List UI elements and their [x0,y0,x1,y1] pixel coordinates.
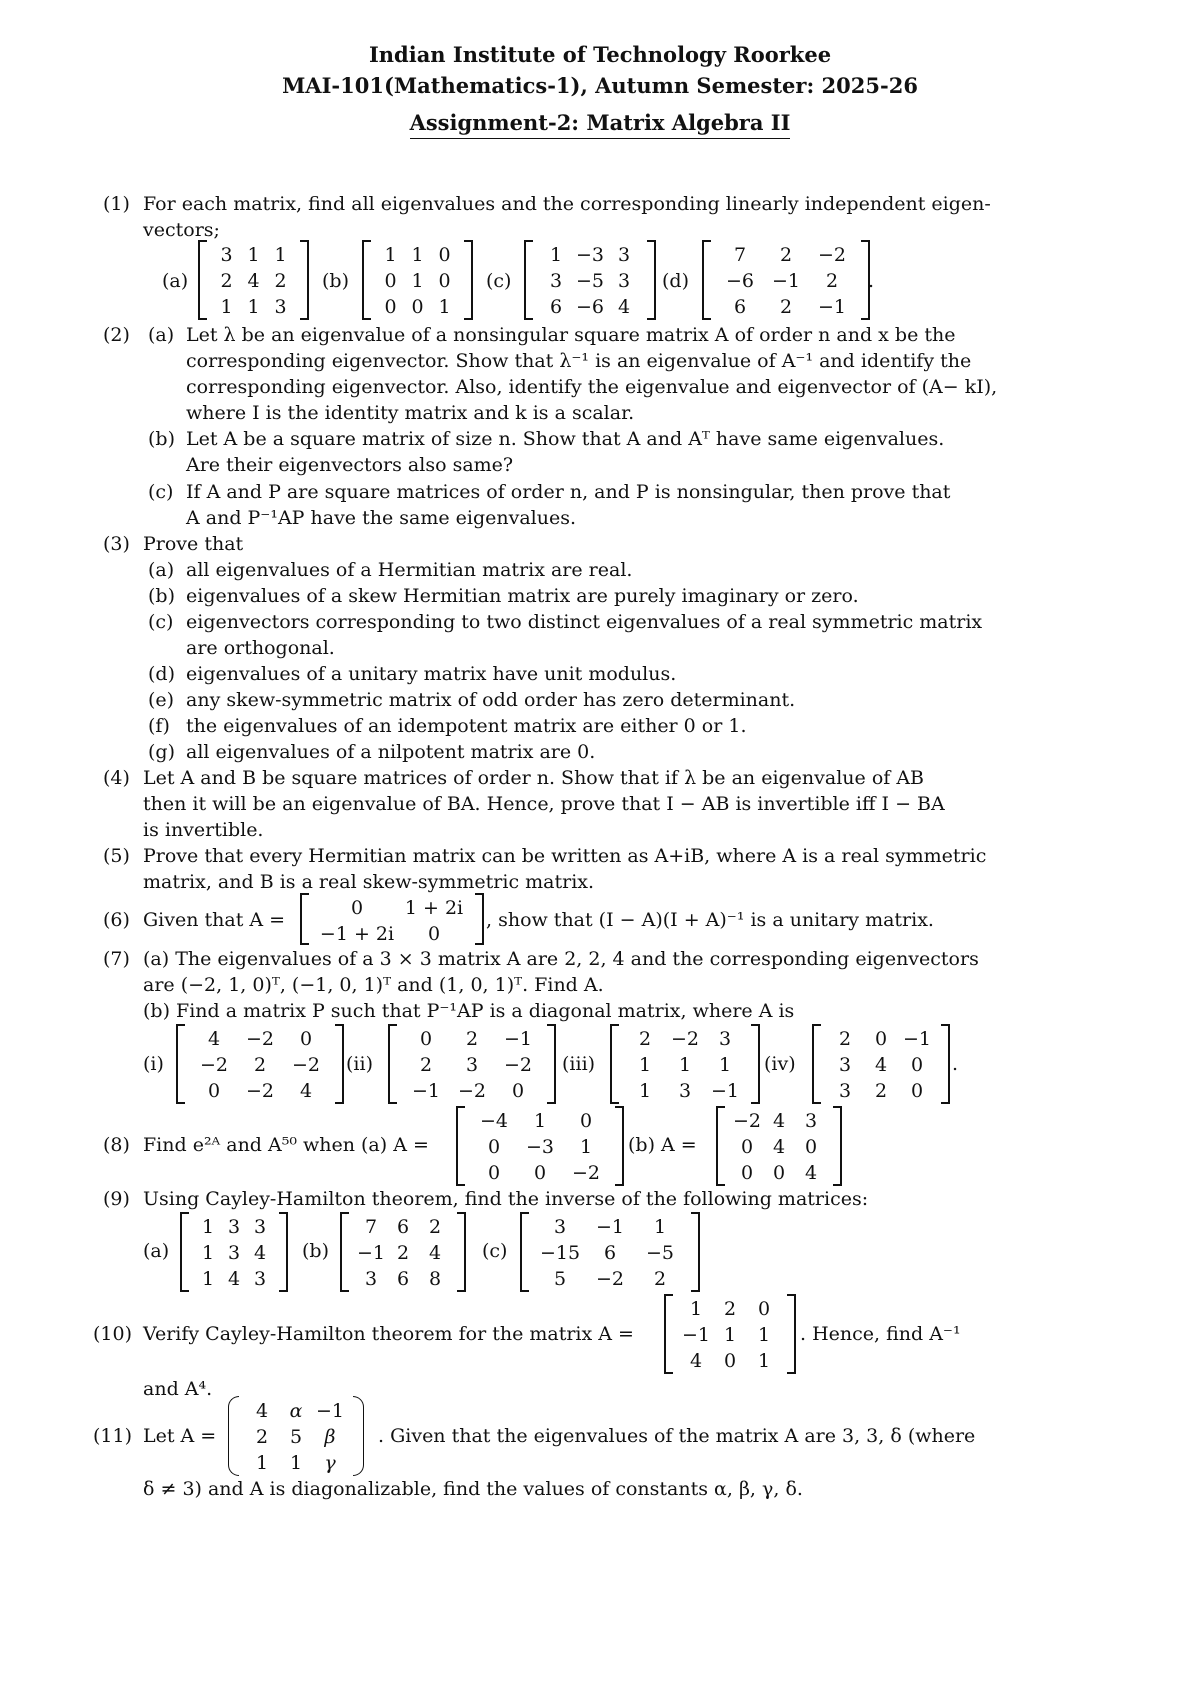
cell: 6 [603,1242,617,1264]
q10-matrix [664,1294,796,1374]
cell: −1 [595,1216,624,1238]
cell: 3 [718,1028,732,1050]
q2-label-a: (a) [148,324,175,346]
q3-item-text: are orthogonal. [186,637,335,659]
q3-item-text: eigenvectors corresponding to two distinct eigenvalues of a real symmetric matrix [186,611,983,633]
cell: 1 [579,1136,593,1158]
cell: −3 [575,244,604,266]
cell: 1 [255,1452,269,1474]
q3-item-label: (c) [148,611,174,633]
q9-label-a: (a) [143,1240,170,1262]
cell: 1 [247,244,260,266]
cell: −2 [595,1268,624,1290]
cell: 0 [207,1080,221,1102]
cell: 0 [533,1162,547,1184]
q7a-line-2: are (−2, 1, 0)ᵀ, (−1, 0, 1)ᵀ and (1, 0, 1)ᵀ. Find A. [143,974,604,996]
cell: 5 [553,1268,567,1290]
q7-matrix-ii [388,1024,556,1104]
q1-label-a: (a) [162,270,189,292]
q11-post: . Given that the eigenvalues of the matrix A are 3, 3, δ (where [378,1425,976,1447]
cell: 1 [220,296,233,318]
q1-label-c: (c) [486,270,512,292]
course-title: MAI-101(Mathematics-1), Autumn Semester: 2025-26 [282,73,918,98]
cell: 3 [549,270,563,292]
q11-matrix [228,1396,364,1476]
cell: 2 [779,244,793,266]
cell: 2 [255,1426,269,1448]
q8-pre: Find e²ᴬ and A⁵⁰ when (a) A = [143,1134,429,1156]
cell: −2 [245,1028,274,1050]
q6-number: (6) [103,909,130,931]
q2-number: (2) [103,324,130,346]
cell: β [324,1426,336,1448]
cell: 7 [364,1216,378,1238]
q10-tail: and A⁴. [143,1378,213,1400]
cell: −1 [710,1080,739,1102]
cell: −1 [817,296,846,318]
cell: 1 [549,244,563,266]
cell: 1 + 2i [404,897,464,919]
cell: −2 [817,244,846,266]
q1-matrix-d [702,240,870,320]
cell: 0 [740,1162,754,1184]
cell: 1 [689,1298,703,1320]
q3-item-label: (e) [148,689,175,711]
cell: 2 [779,296,793,318]
cell: 1 [438,296,451,318]
cell: 6 [396,1268,410,1290]
q3-item-text: all eigenvalues of a nilpotent matrix are 0. [186,741,596,763]
cell: 3 [253,1216,267,1238]
q1-line-1: For each matrix, find all eigenvalues and the corresponding linearly independent eigen- [143,193,991,215]
cell: 0 [438,244,451,266]
cell: 0 [910,1054,924,1076]
cell: 2 [874,1080,888,1102]
q7-label-iii: (iii) [562,1053,596,1075]
cell: 0 [411,296,424,318]
cell: 3 [227,1216,241,1238]
cell: 1 [757,1350,771,1372]
q8-number: (8) [103,1134,130,1156]
cell: 6 [549,296,563,318]
cell: 1 [274,244,287,266]
cell: 1 [638,1080,652,1102]
cell: 0 [384,296,397,318]
q1-line-2: vectors; [143,219,220,241]
q4-line-1: Let A and B be square matrices of order n. Show that if λ be an eigenvalue of AB [143,767,925,789]
q4-line-3: is invertible. [143,819,264,841]
cell: −5 [575,270,604,292]
q9-label-c: (c) [482,1240,508,1262]
cell: 0 [350,897,364,919]
cell: 4 [617,296,631,318]
cell: −1 [503,1028,532,1050]
cell: −6 [725,270,754,292]
q3-intro: Prove that [143,533,244,555]
cell: 3 [617,270,631,292]
q11-pre: Let A = [143,1425,217,1447]
cell: 1 [201,1268,215,1290]
cell: 1 [201,1242,215,1264]
q3-item-label: (f) [148,715,170,737]
cell: −2 [571,1162,600,1184]
cell: 2 [638,1028,652,1050]
q2-label-c: (c) [148,481,174,503]
q5-number: (5) [103,845,130,867]
cell: −1 [681,1324,710,1346]
cell: 7 [733,244,747,266]
q11-tail: δ ≠ 3) and A is diagonalizable, find the values of constants α, β, γ, δ. [143,1478,803,1500]
cell: 0 [438,270,451,292]
q3-item-label: (b) [148,585,175,607]
q5-line-2: matrix, and B is a real skew-symmetric matrix. [143,871,595,893]
q1-matrix-a [198,240,309,320]
cell: 3 [678,1080,692,1102]
cell: 0 [740,1136,754,1158]
assignment-title: Assignment-2: Matrix Algebra II [410,110,791,139]
cell: 3 [220,244,233,266]
cell: 2 [465,1028,479,1050]
cell: 4 [874,1054,888,1076]
cell: 1 [411,244,424,266]
cell: −2 [670,1028,699,1050]
q10-pre: Verify Cayley-Hamilton theorem for the matrix A = [143,1323,634,1345]
cell: 3 [227,1242,241,1264]
cell: α [289,1400,303,1422]
q9-line: Using Cayley-Hamilton theorem, find the inverse of the following matrices: [143,1188,869,1210]
cell: 4 [299,1080,313,1102]
q10-number: (10) [93,1323,133,1345]
cell: 0 [723,1350,737,1372]
q7-matrix-i [176,1024,344,1104]
cell: 4 [207,1028,221,1050]
q7-label-iv: (iv) [764,1053,796,1075]
q2a-line-3: corresponding eigenvector. Also, identify the eigenvalue and eigenvector of (A− kI), [186,376,998,398]
cell: 2 [653,1268,667,1290]
cell: 1 [411,270,424,292]
q2b-line-1: Let A be a square matrix of size n. Show that A and Aᵀ have same eigenvalues. [186,428,945,450]
cell: −1 [771,270,800,292]
q3-item-label: (g) [148,741,175,763]
cell: 0 [772,1162,786,1184]
q2c-line-2: A and P⁻¹AP have the same eigenvalues. [186,507,576,529]
cell: −1 [902,1028,931,1050]
cell: 1 [653,1216,667,1238]
q6-post: , show that (I − A)(I + A)⁻¹ is a unitary matrix. [486,909,934,931]
cell: 6 [733,296,747,318]
cell: −2 [199,1054,228,1076]
q1-end-period: . [868,270,875,292]
q4-line-2: then it will be an eigenvalue of BA. Hence, prove that I − AB is invertible iff I − BA [143,793,945,815]
cell: 4 [227,1268,241,1290]
q7-label-i: (i) [143,1053,164,1075]
q3-item-label: (a) [148,559,175,581]
cell: 2 [838,1028,852,1050]
q7-label-ii: (ii) [346,1053,373,1075]
q3-item-text: all eigenvalues of a Hermitian matrix are real. [186,559,633,581]
q9-matrix-c [520,1212,700,1292]
q2b-line-2: Are their eigenvectors also same? [186,454,514,476]
cell: −15 [539,1242,581,1264]
cell: 2 [825,270,839,292]
cell: 1 [723,1324,737,1346]
q2-label-b: (b) [148,428,175,450]
cell: 2 [723,1298,737,1320]
cell: −2 [457,1080,486,1102]
institute-title: Indian Institute of Technology Roorkee [368,42,832,67]
q3-item-text: any skew-symmetric matrix of odd order has zero determinant. [186,689,796,711]
cell: −1 [411,1080,440,1102]
q6-matrix [300,893,484,945]
cell: 0 [757,1298,771,1320]
cell: 0 [910,1080,924,1102]
cell: 0 [804,1136,818,1158]
cell: 4 [804,1162,818,1184]
q9-label-b: (b) [302,1240,329,1262]
q2a-line-2: corresponding eigenvector. Show that λ⁻¹ is an eigenvalue of A⁻¹ and identify the [186,350,972,372]
cell: 1 [678,1054,692,1076]
assignment-title-wrap [0,110,1200,139]
cell: 3 [553,1216,567,1238]
q1-matrix-c [524,240,656,320]
cell: −1 [356,1242,385,1264]
cell: −4 [479,1110,508,1132]
q7b-line-1: (b) Find a matrix P such that P⁻¹AP is a diagonal matrix, where A is [143,1000,795,1022]
cell: 3 [253,1268,267,1290]
cell: 6 [396,1216,410,1238]
q2a-line-1: Let λ be an eigenvalue of a nonsingular square matrix A of order n and x be the [186,324,956,346]
cell: −6 [575,296,604,318]
cell: 0 [874,1028,888,1050]
q3-item-text: eigenvalues of a skew Hermitian matrix are purely imaginary or zero. [186,585,859,607]
cell: −2 [503,1054,532,1076]
cell: 0 [511,1080,525,1102]
q7-matrix-iii [610,1024,760,1104]
cell: 1 [533,1110,547,1132]
cell: 3 [838,1080,852,1102]
q3-item-text: the eigenvalues of an idempotent matrix are either 0 or 1. [186,715,747,737]
cell: 1 [247,296,260,318]
cell: −2 [732,1110,761,1132]
cell: 4 [255,1400,269,1422]
q3-number: (3) [103,533,130,555]
q1-label-b: (b) [322,270,349,292]
q7-matrix-iv [812,1024,950,1104]
cell: 0 [487,1136,501,1158]
q8-matrix-b [716,1106,842,1186]
q7-end-period: . [952,1053,959,1075]
q3-item-text: eigenvalues of a unitary matrix have unit modulus. [186,663,677,685]
cell: 4 [247,270,260,292]
q1-matrix-b [362,240,473,320]
q10-post: . Hence, find A⁻¹ [800,1323,961,1345]
q3-item-label: (d) [148,663,175,685]
cell: −1 [315,1400,344,1422]
q2a-line-4: where I is the identity matrix and k is a scalar. [186,402,635,424]
cell: 1 [289,1452,303,1474]
cell: 2 [428,1216,442,1238]
cell: 1 [757,1324,771,1346]
cell: 3 [804,1110,818,1132]
q9-matrix-a [180,1212,288,1292]
cell: 1 [718,1054,732,1076]
q9-number: (9) [103,1188,130,1210]
cell: −2 [245,1080,274,1102]
q8-mid: (b) A = [628,1134,697,1156]
cell: 1 [201,1216,215,1238]
q5-line-1: Prove that every Hermitian matrix can be written as A+iB, where A is a real symmetric [143,845,987,867]
cell: 0 [427,923,441,945]
q7a-line-1: (a) The eigenvalues of a 3 × 3 matrix A are 2, 2, 4 and the corresponding eigenvectors [143,948,979,970]
cell: 2 [274,270,287,292]
cell: 2 [253,1054,267,1076]
q1-label-d: (d) [662,270,689,292]
q6-pre: Given that A = [143,909,286,931]
cell: 5 [289,1426,303,1448]
q9-matrix-b [340,1212,466,1292]
q7-number: (7) [103,948,130,970]
cell: 0 [487,1162,501,1184]
cell: 2 [396,1242,410,1264]
q2c-line-1: If A and P are square matrices of order n, and P is nonsingular, then prove that [186,481,951,503]
cell: 3 [838,1054,852,1076]
cell: −5 [645,1242,674,1264]
cell: 0 [419,1028,433,1050]
cell: 1 [638,1054,652,1076]
cell: 8 [428,1268,442,1290]
q8-matrix-a [456,1106,624,1186]
q1-number: (1) [103,193,130,215]
cell: 4 [689,1350,703,1372]
cell: 0 [579,1110,593,1132]
cell: 3 [364,1268,378,1290]
cell: 4 [253,1242,267,1264]
cell: 4 [428,1242,442,1264]
q11-number: (11) [93,1425,133,1447]
cell: 0 [384,270,397,292]
cell: 2 [220,270,233,292]
cell: −2 [291,1054,320,1076]
cell: 1 [384,244,397,266]
cell: γ [324,1452,336,1474]
cell: −1 + 2i [319,923,395,945]
cell: 3 [617,244,631,266]
cell: −3 [525,1136,554,1158]
cell: 2 [419,1054,433,1076]
cell: 4 [772,1136,786,1158]
cell: 3 [465,1054,479,1076]
cell: 3 [274,296,287,318]
cell: 0 [299,1028,313,1050]
cell: 4 [772,1110,786,1132]
q4-number: (4) [103,767,130,789]
